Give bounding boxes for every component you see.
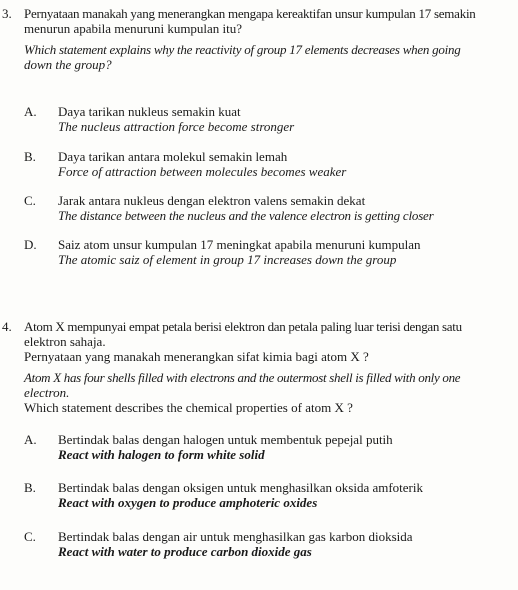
option-text-en: The atomic saiz of element in group 17 increases down the group	[58, 252, 397, 267]
question-text-en: electron.	[24, 385, 70, 400]
question-text-ms: Atom X mempunyai empat petala berisi elektron dan petala paling luar terisi dengan satu	[24, 319, 462, 334]
option-text-en: React with oxygen to produce amphoteric oxides	[58, 495, 318, 510]
option-letter: D.	[24, 237, 37, 252]
question-text-ms: elektron sahaja.	[24, 334, 106, 349]
question-stem	[24, 6, 512, 72]
option-text-ms: Daya tarikan antara molekul semakin lemah	[58, 149, 288, 164]
question-text-en: Atom X has four shells filled with electrons and the outermost shell is filled with only one	[24, 370, 461, 385]
option-text-ms: Bertindak balas dengan oksigen untuk menghasilkan oksida amfoterik	[58, 480, 423, 495]
option-text-en: Force of attraction between molecules becomes weaker	[58, 164, 347, 179]
question-number: 3.	[2, 6, 12, 21]
option-letter: B.	[24, 480, 36, 495]
question-text-en: Which statement explains why the reactivity of group 17 elements decreases when going	[24, 42, 461, 57]
question-text-ms: Pernyataan manakah yang menerangkan mengapa kereaktifan unsur kumpulan 17 semakin	[24, 6, 476, 21]
option-text-ms: Saiz atom unsur kumpulan 17 meningkat apabila menuruni kumpulan	[58, 237, 421, 252]
option-letter: C.	[24, 529, 36, 544]
option-letter: A.	[24, 104, 37, 119]
question-text-en: down the group?	[24, 57, 112, 72]
question-stem	[24, 319, 512, 415]
option-text-en: The nucleus attraction force become stronger	[58, 119, 295, 134]
option-text-en: React with water to produce carbon dioxide gas	[58, 544, 312, 559]
option-text-en: React with halogen to form white solid	[58, 447, 265, 462]
option-text-en: The distance between the nucleus and the valence electron is getting closer	[58, 208, 434, 223]
option-text-ms: Daya tarikan nukleus semakin kuat	[58, 104, 241, 119]
option-text-ms: Bertindak balas dengan halogen untuk membentuk pepejal putih	[58, 432, 393, 447]
question-number: 4.	[2, 319, 12, 334]
option-letter: C.	[24, 193, 36, 208]
question-text-ms: menurun apabila menuruni kumpulan itu?	[24, 21, 243, 36]
option-text-ms: Bertindak balas dengan air untuk menghasilkan gas karbon dioksida	[58, 529, 413, 544]
question-text-en: Which statement describes the chemical properties of atom X ?	[24, 400, 353, 415]
question-text-ms: Pernyataan yang manakah menerangkan sifat kimia bagi atom X ?	[24, 349, 369, 364]
option-text-ms: Jarak antara nukleus dengan elektron valens semakin dekat	[58, 193, 366, 208]
option-letter: A.	[24, 432, 37, 447]
option-letter: B.	[24, 149, 36, 164]
